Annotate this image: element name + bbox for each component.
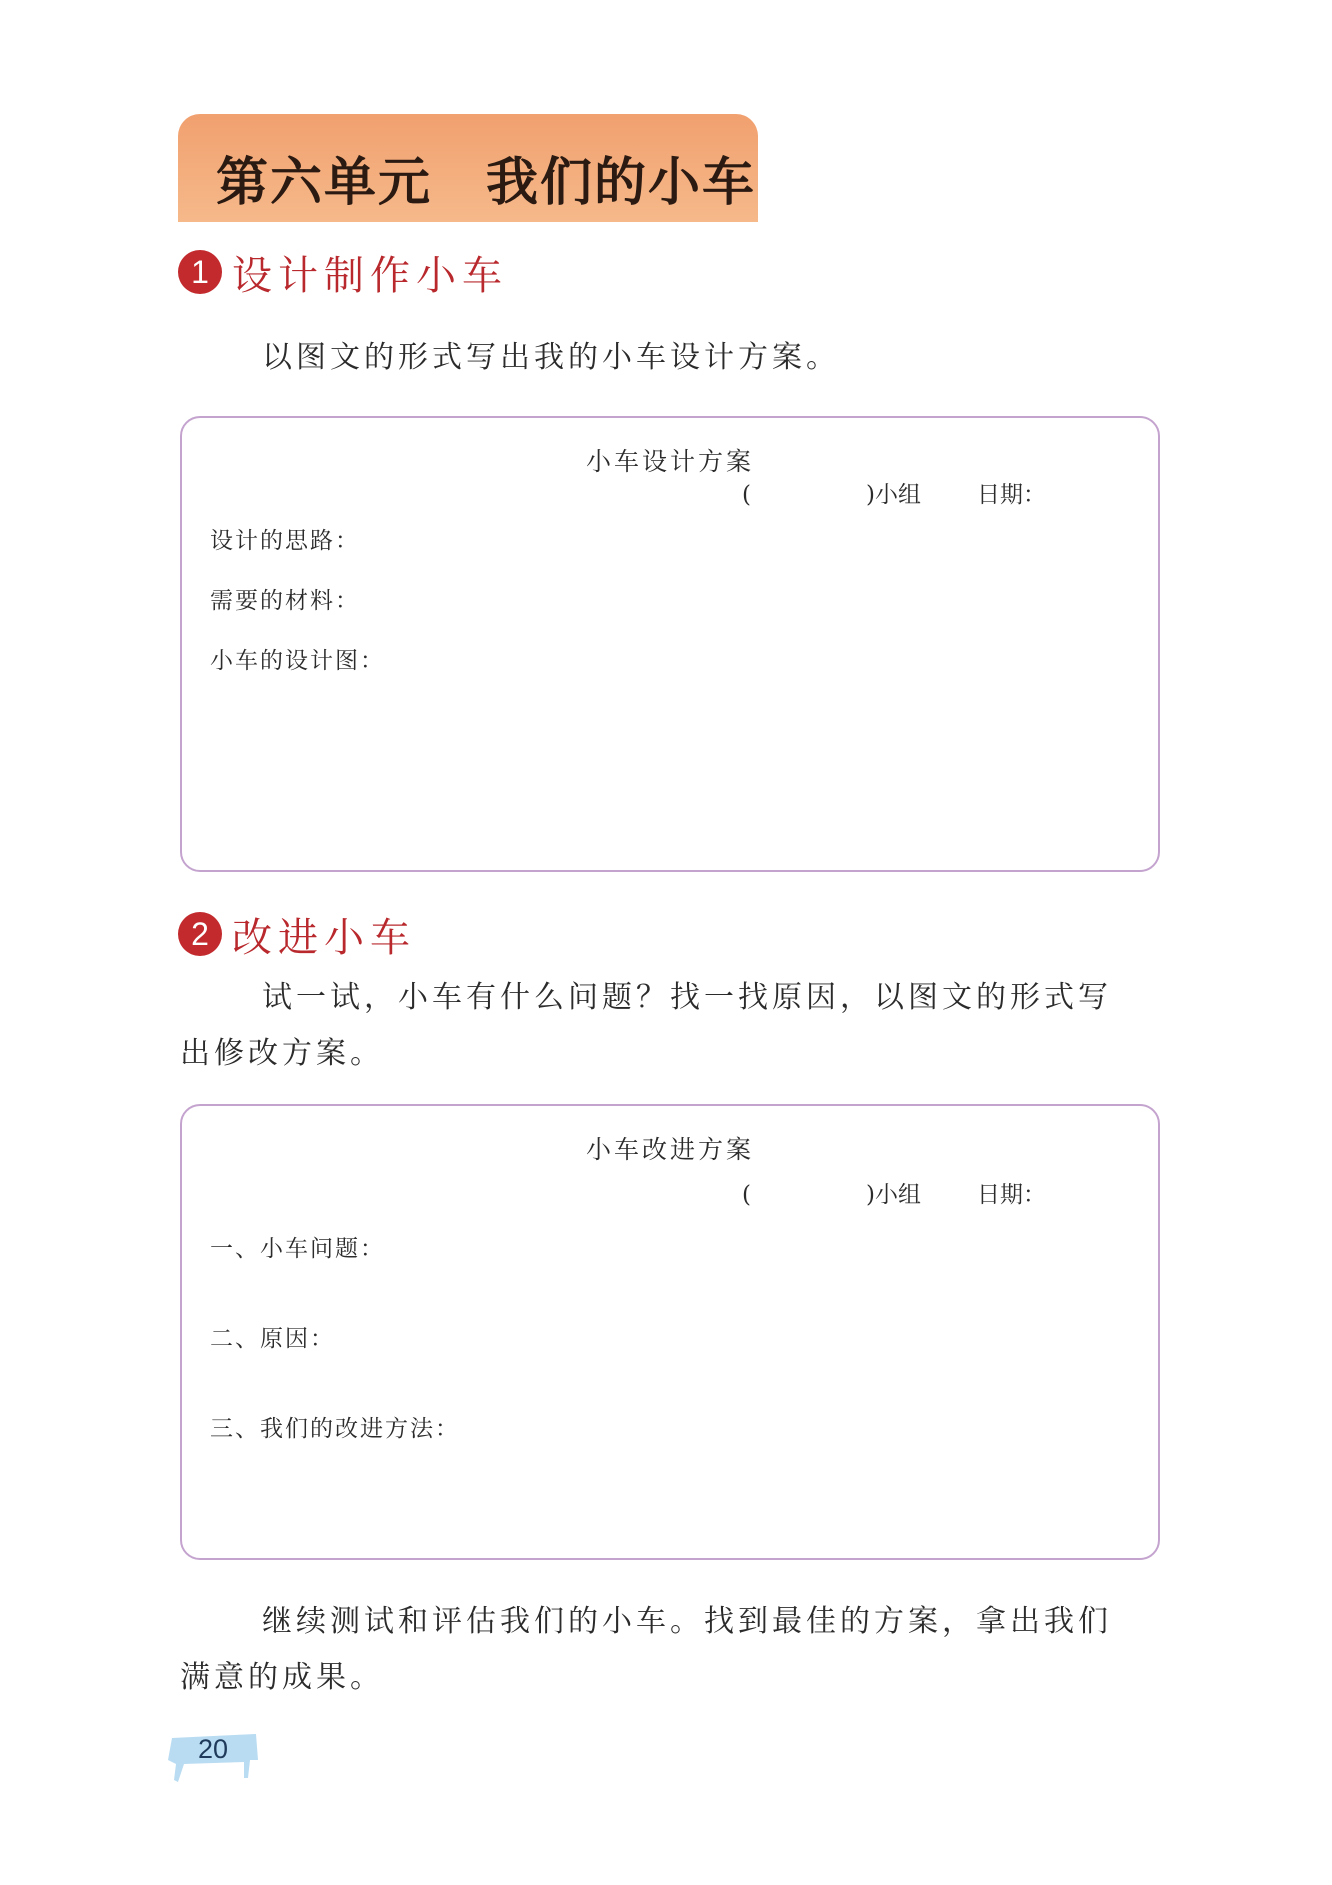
plan-field-problem: 一、小车问题： bbox=[210, 1236, 385, 1262]
date-label: 日期： bbox=[976, 482, 1046, 508]
design-plan-box bbox=[180, 416, 1160, 872]
section-title: 设计制作小车 bbox=[232, 253, 508, 299]
section-2-instruction-line-1: 试一试，小车有什么问题？找一找原因，以图文的形式写 bbox=[262, 980, 1112, 1015]
section-number-badge: 2 bbox=[178, 912, 222, 956]
date-label: 日期： bbox=[976, 1182, 1046, 1208]
improvement-plan-box bbox=[180, 1104, 1160, 1560]
section-number-badge: 1 bbox=[178, 250, 222, 294]
plan-field-idea: 设计的思路： bbox=[210, 528, 360, 554]
plan-field-method: 三、我们的改进方法： bbox=[210, 1416, 460, 1442]
section-2-instruction-line-2: 出修改方案。 bbox=[180, 1036, 384, 1071]
page-number: 20 bbox=[198, 1734, 229, 1764]
plan-title: 小车设计方案 bbox=[585, 447, 754, 476]
section-title: 改进小车 bbox=[232, 915, 416, 961]
group-label: ( )小组 bbox=[742, 482, 921, 508]
plan-meta bbox=[742, 476, 1046, 509]
plan-field-drawing: 小车的设计图： bbox=[210, 648, 385, 674]
unit-title: 第六单元 我们的小车 bbox=[216, 152, 757, 213]
plan-title: 小车改进方案 bbox=[585, 1135, 754, 1164]
closing-line-1: 继续测试和评估我们的小车。找到最佳的方案，拿出我们 bbox=[262, 1604, 1112, 1639]
plan-field-reason: 二、原因： bbox=[210, 1326, 335, 1352]
plan-field-materials: 需要的材料： bbox=[210, 588, 360, 614]
group-label: ( )小组 bbox=[742, 1182, 921, 1208]
plan-meta bbox=[742, 1176, 1046, 1209]
section-1-instruction: 以图文的形式写出我的小车设计方案。 bbox=[262, 340, 840, 375]
closing-line-2: 满意的成果。 bbox=[180, 1660, 384, 1695]
